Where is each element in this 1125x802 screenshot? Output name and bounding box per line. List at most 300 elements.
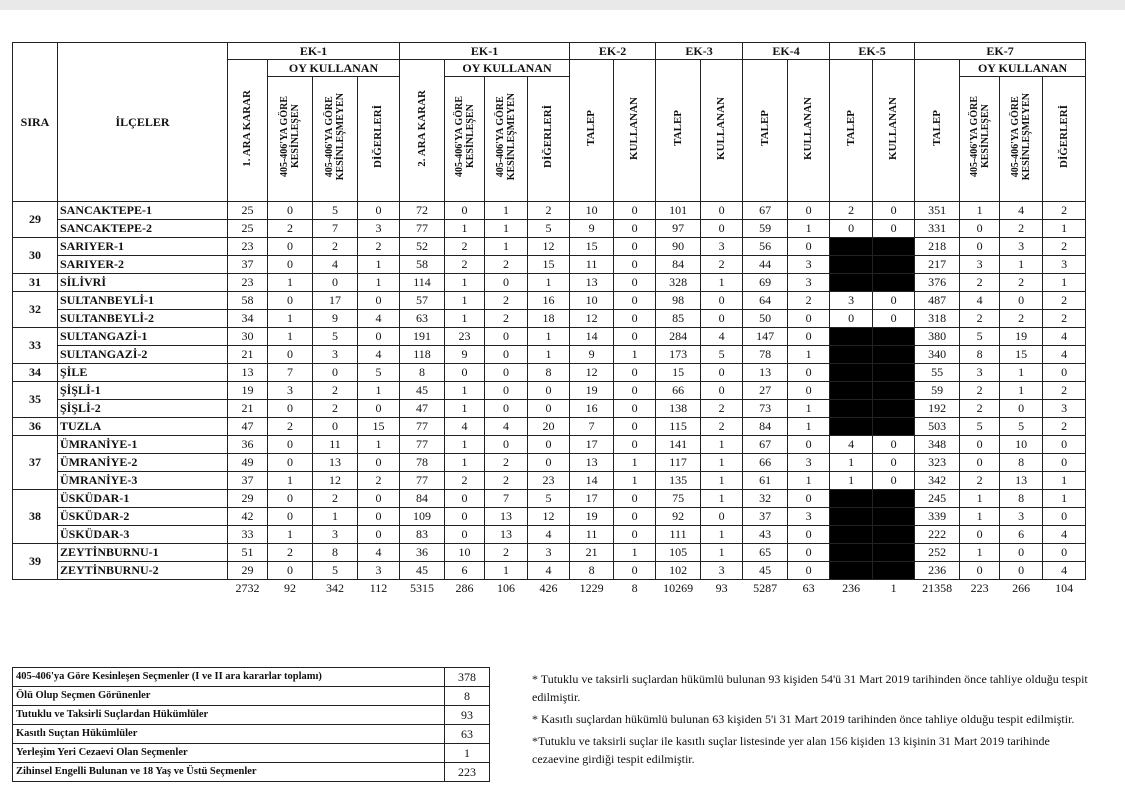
footnote: * Kasıtlı suçlardan hükümlü bulunan 63 kişiden 5'i 31 Mart 2019 tarihinden önce tahliye olduğu tespit edilmiştir. [532,712,1075,726]
value-cell: 4 [313,256,358,274]
redacted-cell [873,256,915,274]
value-cell: 13 [228,364,268,382]
value-cell: 11 [570,526,614,544]
value-cell: 0 [873,220,915,238]
group-header: EK-4 [743,43,830,60]
value-cell: 0 [485,382,528,400]
value-cell: 2 [313,238,358,256]
value-cell: 64 [743,292,788,310]
value-cell: 11 [570,256,614,274]
col-header: KULLANAN [701,60,743,202]
value-cell: 9 [570,346,614,364]
value-cell: 2 [358,472,400,490]
value-cell: 0 [358,292,400,310]
value-cell: 12 [570,310,614,328]
table-body [13,202,1086,598]
value-cell: 141 [656,436,701,454]
value-cell: 3 [358,562,400,580]
value-cell: 4 [358,544,400,562]
value-cell: 0 [873,292,915,310]
value-cell: 2 [960,274,1000,292]
total-cell: 1229 [579,581,604,595]
value-cell: 84 [743,418,788,436]
value-cell: 0 [614,274,656,292]
district-name: SİLİVRİ [58,274,228,292]
value-cell: 30 [228,328,268,346]
value-cell: 135 [656,472,701,490]
value-cell: 1 [701,472,743,490]
value-cell: 78 [400,454,445,472]
value-cell: 5 [960,328,1000,346]
value-cell: 42 [228,508,268,526]
value-cell: 4 [485,418,528,436]
value-cell: 8 [570,562,614,580]
value-cell: 57 [400,292,445,310]
value-cell: 2 [445,238,485,256]
redacted-cell [830,382,873,400]
value-cell: 1 [268,310,313,328]
value-cell: 1 [445,454,485,472]
value-cell: 4 [701,328,743,346]
value-cell: 15 [358,418,400,436]
value-cell: 77 [400,436,445,454]
value-cell: 2 [1043,310,1086,328]
value-cell: 5 [701,346,743,364]
col-header: DİĞERLERİ [358,77,400,202]
value-cell: 2 [485,544,528,562]
table-row [13,346,1086,364]
value-cell: 245 [915,490,960,508]
col-header: TALEP [743,60,788,202]
value-cell: 7 [485,490,528,508]
value-cell: 0 [268,436,313,454]
total-cell: 5315 [410,581,435,595]
value-cell: 1 [701,526,743,544]
summary-row [13,725,490,744]
value-cell: 27 [743,382,788,400]
table-row [13,436,1086,454]
district-name: ÜMRANİYE-1 [58,436,228,454]
value-cell: 0 [358,202,400,220]
value-cell: 218 [915,238,960,256]
value-cell: 0 [358,508,400,526]
value-cell: 0 [313,274,358,292]
value-cell: 0 [358,454,400,472]
value-cell: 1 [788,472,830,490]
col-header: 1. ARA KARAR [228,60,268,202]
value-cell: 6 [1000,526,1043,544]
value-cell: 0 [268,490,313,508]
value-cell: 0 [313,364,358,382]
value-cell: 4 [830,436,873,454]
voter-table [12,42,1086,597]
value-cell: 3 [313,346,358,364]
value-cell: 2 [313,400,358,418]
redacted-cell [830,544,873,562]
redacted-cell [830,328,873,346]
value-cell: 0 [268,256,313,274]
value-cell: 191 [400,328,445,346]
value-cell: 1 [445,382,485,400]
sira-cell: 34 [13,364,58,382]
table-row [13,310,1086,328]
redacted-cell [830,256,873,274]
value-cell: 2 [445,472,485,490]
summary-label: Ölü Olup Seçmen Görünenler [13,687,445,706]
col-header: 405-406'YA GÖRE KESİNLEŞMEYEN [1000,77,1043,202]
value-cell: 0 [960,238,1000,256]
value-cell: 1 [358,274,400,292]
value-cell: 15 [656,364,701,382]
table-row [13,508,1086,526]
value-cell: 0 [528,454,570,472]
value-cell: 7 [570,418,614,436]
value-cell: 3 [788,454,830,472]
value-cell: 1 [268,274,313,292]
table-row [13,292,1086,310]
value-cell: 0 [830,220,873,238]
value-cell: 92 [656,508,701,526]
value-cell: 69 [743,274,788,292]
total-cell: 104 [1055,581,1074,595]
value-cell: 0 [485,328,528,346]
value-cell: 2 [445,256,485,274]
redacted-cell [830,490,873,508]
table-row [13,400,1086,418]
redacted-cell [830,526,873,544]
value-cell: 1 [1043,490,1086,508]
summary-value: 63 [445,725,490,744]
value-cell: 1 [268,472,313,490]
value-cell: 1 [528,346,570,364]
value-cell: 13 [485,526,528,544]
value-cell: 109 [400,508,445,526]
redacted-cell [830,400,873,418]
value-cell: 0 [614,256,656,274]
value-cell: 102 [656,562,701,580]
district-name: SULTANGAZİ-2 [58,346,228,364]
value-cell: 1 [830,454,873,472]
value-cell: 2 [268,220,313,238]
redacted-cell [873,526,915,544]
value-cell: 1 [528,328,570,346]
value-cell: 2 [268,418,313,436]
value-cell: 1 [445,436,485,454]
value-cell: 2 [485,256,528,274]
value-cell: 23 [528,472,570,490]
total-cell: 21358 [922,581,953,595]
value-cell: 0 [528,400,570,418]
value-cell: 1 [268,526,313,544]
value-cell: 0 [873,472,915,490]
col-header: DİĞERLERİ [1043,77,1086,202]
value-cell: 0 [528,382,570,400]
value-cell: 13 [570,274,614,292]
value-cell: 1 [701,454,743,472]
value-cell: 115 [656,418,701,436]
value-cell: 0 [1043,364,1086,382]
value-cell: 2 [1043,202,1086,220]
district-name: ZEYTİNBURNU-2 [58,562,228,580]
summary-value: 1 [445,744,490,763]
group-header: EK-5 [830,43,915,60]
value-cell: 2 [701,256,743,274]
group-header: EK-7 [915,43,1086,60]
total-cell: 236 [842,581,861,595]
total-cell: 5287 [753,581,778,595]
value-cell: 0 [788,238,830,256]
value-cell: 5 [960,418,1000,436]
sira-cell: 35 [13,382,58,418]
value-cell: 77 [400,418,445,436]
value-cell: 114 [400,274,445,292]
value-cell: 1 [445,310,485,328]
value-cell: 0 [960,526,1000,544]
value-cell: 351 [915,202,960,220]
sira-cell: 33 [13,328,58,364]
value-cell: 2 [485,292,528,310]
value-cell: 0 [313,418,358,436]
table-header [13,43,1086,202]
table-row [13,328,1086,346]
district-name: ÜMRANİYE-2 [58,454,228,472]
value-cell: 339 [915,508,960,526]
value-cell: 23 [228,238,268,256]
value-cell: 0 [1043,544,1086,562]
col-header: 405-406'YA GÖRE KESİNLEŞEN [445,77,485,202]
value-cell: 0 [701,220,743,238]
ilceler-header: İLÇELER [58,43,228,202]
value-cell: 1 [788,346,830,364]
value-cell: 19 [570,382,614,400]
value-cell: 3 [701,238,743,256]
value-cell: 18 [528,310,570,328]
value-cell: 1 [358,436,400,454]
value-cell: 17 [570,436,614,454]
value-cell: 2 [788,292,830,310]
value-cell: 487 [915,292,960,310]
value-cell: 44 [743,256,788,274]
value-cell: 0 [268,238,313,256]
value-cell: 67 [743,202,788,220]
value-cell: 13 [570,454,614,472]
value-cell: 1 [313,508,358,526]
redacted-cell [873,400,915,418]
value-cell: 3 [1043,256,1086,274]
value-cell: 25 [228,220,268,238]
col-header: KULLANAN [614,60,656,202]
value-cell: 34 [228,310,268,328]
redacted-cell [873,490,915,508]
value-cell: 0 [268,202,313,220]
value-cell: 0 [614,508,656,526]
value-cell: 173 [656,346,701,364]
value-cell: 1 [960,202,1000,220]
value-cell: 0 [358,490,400,508]
value-cell: 0 [358,400,400,418]
value-cell: 340 [915,346,960,364]
value-cell: 3 [1043,400,1086,418]
value-cell: 15 [570,238,614,256]
col-header: 405-406'YA GÖRE KESİNLEŞEN [268,77,313,202]
value-cell: 45 [400,562,445,580]
value-cell: 59 [915,382,960,400]
value-cell: 90 [656,238,701,256]
value-cell: 0 [485,274,528,292]
value-cell: 13 [1000,472,1043,490]
oy-kullanan-header: OY KULLANAN [960,60,1086,77]
value-cell: 23 [228,274,268,292]
summary-value: 93 [445,706,490,725]
value-cell: 1 [268,328,313,346]
value-cell: 118 [400,346,445,364]
summary-label: 405-406'ya Göre Kesinleşen Seçmenler (I ve II ara kararlar toplamı) [13,668,445,687]
value-cell: 0 [614,202,656,220]
value-cell: 29 [228,490,268,508]
value-cell: 0 [960,436,1000,454]
value-cell: 0 [1043,508,1086,526]
redacted-cell [830,562,873,580]
col-header: 405-406'YA GÖRE KESİNLEŞMEYEN [485,77,528,202]
value-cell: 2 [1000,274,1043,292]
totals-row [13,580,1086,598]
sira-cell: 38 [13,490,58,544]
total-cell: 112 [369,581,388,595]
value-cell: 7 [268,364,313,382]
value-cell: 84 [400,490,445,508]
value-cell: 138 [656,400,701,418]
value-cell: 15 [1000,346,1043,364]
value-cell: 0 [788,328,830,346]
value-cell: 85 [656,310,701,328]
value-cell: 97 [656,220,701,238]
value-cell: 51 [228,544,268,562]
total-cell: 426 [539,581,558,595]
oy-kullanan-header: OY KULLANAN [445,60,570,77]
value-cell: 4 [1043,346,1086,364]
value-cell: 318 [915,310,960,328]
value-cell: 21 [570,544,614,562]
value-cell: 1 [614,346,656,364]
redacted-cell [873,274,915,292]
total-cell: 106 [497,581,516,595]
value-cell: 3 [701,562,743,580]
value-cell: 1 [1000,364,1043,382]
value-cell: 0 [614,238,656,256]
value-cell: 37 [228,472,268,490]
table-row [13,490,1086,508]
table-row [13,220,1086,238]
value-cell: 3 [960,256,1000,274]
value-cell: 29 [228,562,268,580]
district-name: ÜSKÜDAR-2 [58,508,228,526]
value-cell: 0 [701,310,743,328]
value-cell: 10 [570,202,614,220]
value-cell: 45 [743,562,788,580]
value-cell: 1 [1000,382,1043,400]
redacted-cell [873,562,915,580]
table-row [13,526,1086,544]
value-cell: 10 [445,544,485,562]
value-cell: 0 [830,310,873,328]
value-cell: 14 [570,472,614,490]
value-cell: 0 [614,310,656,328]
value-cell: 37 [743,508,788,526]
value-cell: 0 [445,508,485,526]
table-row [13,364,1086,382]
value-cell: 0 [1000,544,1043,562]
value-cell: 0 [873,310,915,328]
value-cell: 1 [445,292,485,310]
value-cell: 78 [743,346,788,364]
total-cell: 63 [802,581,815,595]
group-header: EK-3 [656,43,743,60]
table-row [13,418,1086,436]
summary-label: Zihinsel Engelli Bulunan ve 18 Yaş ve Üstü Seçmenler [13,763,445,782]
value-cell: 1 [614,544,656,562]
value-cell: 348 [915,436,960,454]
value-cell: 10 [1000,436,1043,454]
value-cell: 0 [614,220,656,238]
value-cell: 3 [960,364,1000,382]
value-cell: 49 [228,454,268,472]
redacted-cell [873,364,915,382]
value-cell: 59 [743,220,788,238]
redacted-cell [830,418,873,436]
table-row [13,454,1086,472]
value-cell: 380 [915,328,960,346]
value-cell: 66 [656,382,701,400]
value-cell: 5 [313,202,358,220]
value-cell: 11 [313,436,358,454]
district-name: ÜMRANİYE-3 [58,472,228,490]
document-page [0,10,1125,802]
value-cell: 8 [528,364,570,382]
value-cell: 5 [1000,418,1043,436]
value-cell: 1 [788,418,830,436]
district-name: ŞİŞLİ-2 [58,400,228,418]
value-cell: 192 [915,400,960,418]
value-cell: 15 [528,256,570,274]
value-cell: 1 [830,472,873,490]
value-cell: 4 [1043,562,1086,580]
value-cell: 1 [1043,472,1086,490]
col-header: 2. ARA KARAR [400,60,445,202]
col-header: TALEP [830,60,873,202]
value-cell: 9 [445,346,485,364]
value-cell: 0 [788,490,830,508]
value-cell: 12 [528,508,570,526]
value-cell: 217 [915,256,960,274]
value-cell: 0 [788,436,830,454]
value-cell: 12 [570,364,614,382]
table-row [13,256,1086,274]
summary-row [13,706,490,725]
value-cell: 58 [400,256,445,274]
district-name: SULTANBEYLİ-1 [58,292,228,310]
value-cell: 342 [915,472,960,490]
summary-row [13,687,490,706]
value-cell: 0 [1000,292,1043,310]
value-cell: 0 [614,418,656,436]
value-cell: 0 [614,490,656,508]
value-cell: 1 [960,508,1000,526]
value-cell: 252 [915,544,960,562]
value-cell: 0 [788,202,830,220]
value-cell: 2 [358,238,400,256]
summary-value: 378 [445,668,490,687]
value-cell: 13 [485,508,528,526]
